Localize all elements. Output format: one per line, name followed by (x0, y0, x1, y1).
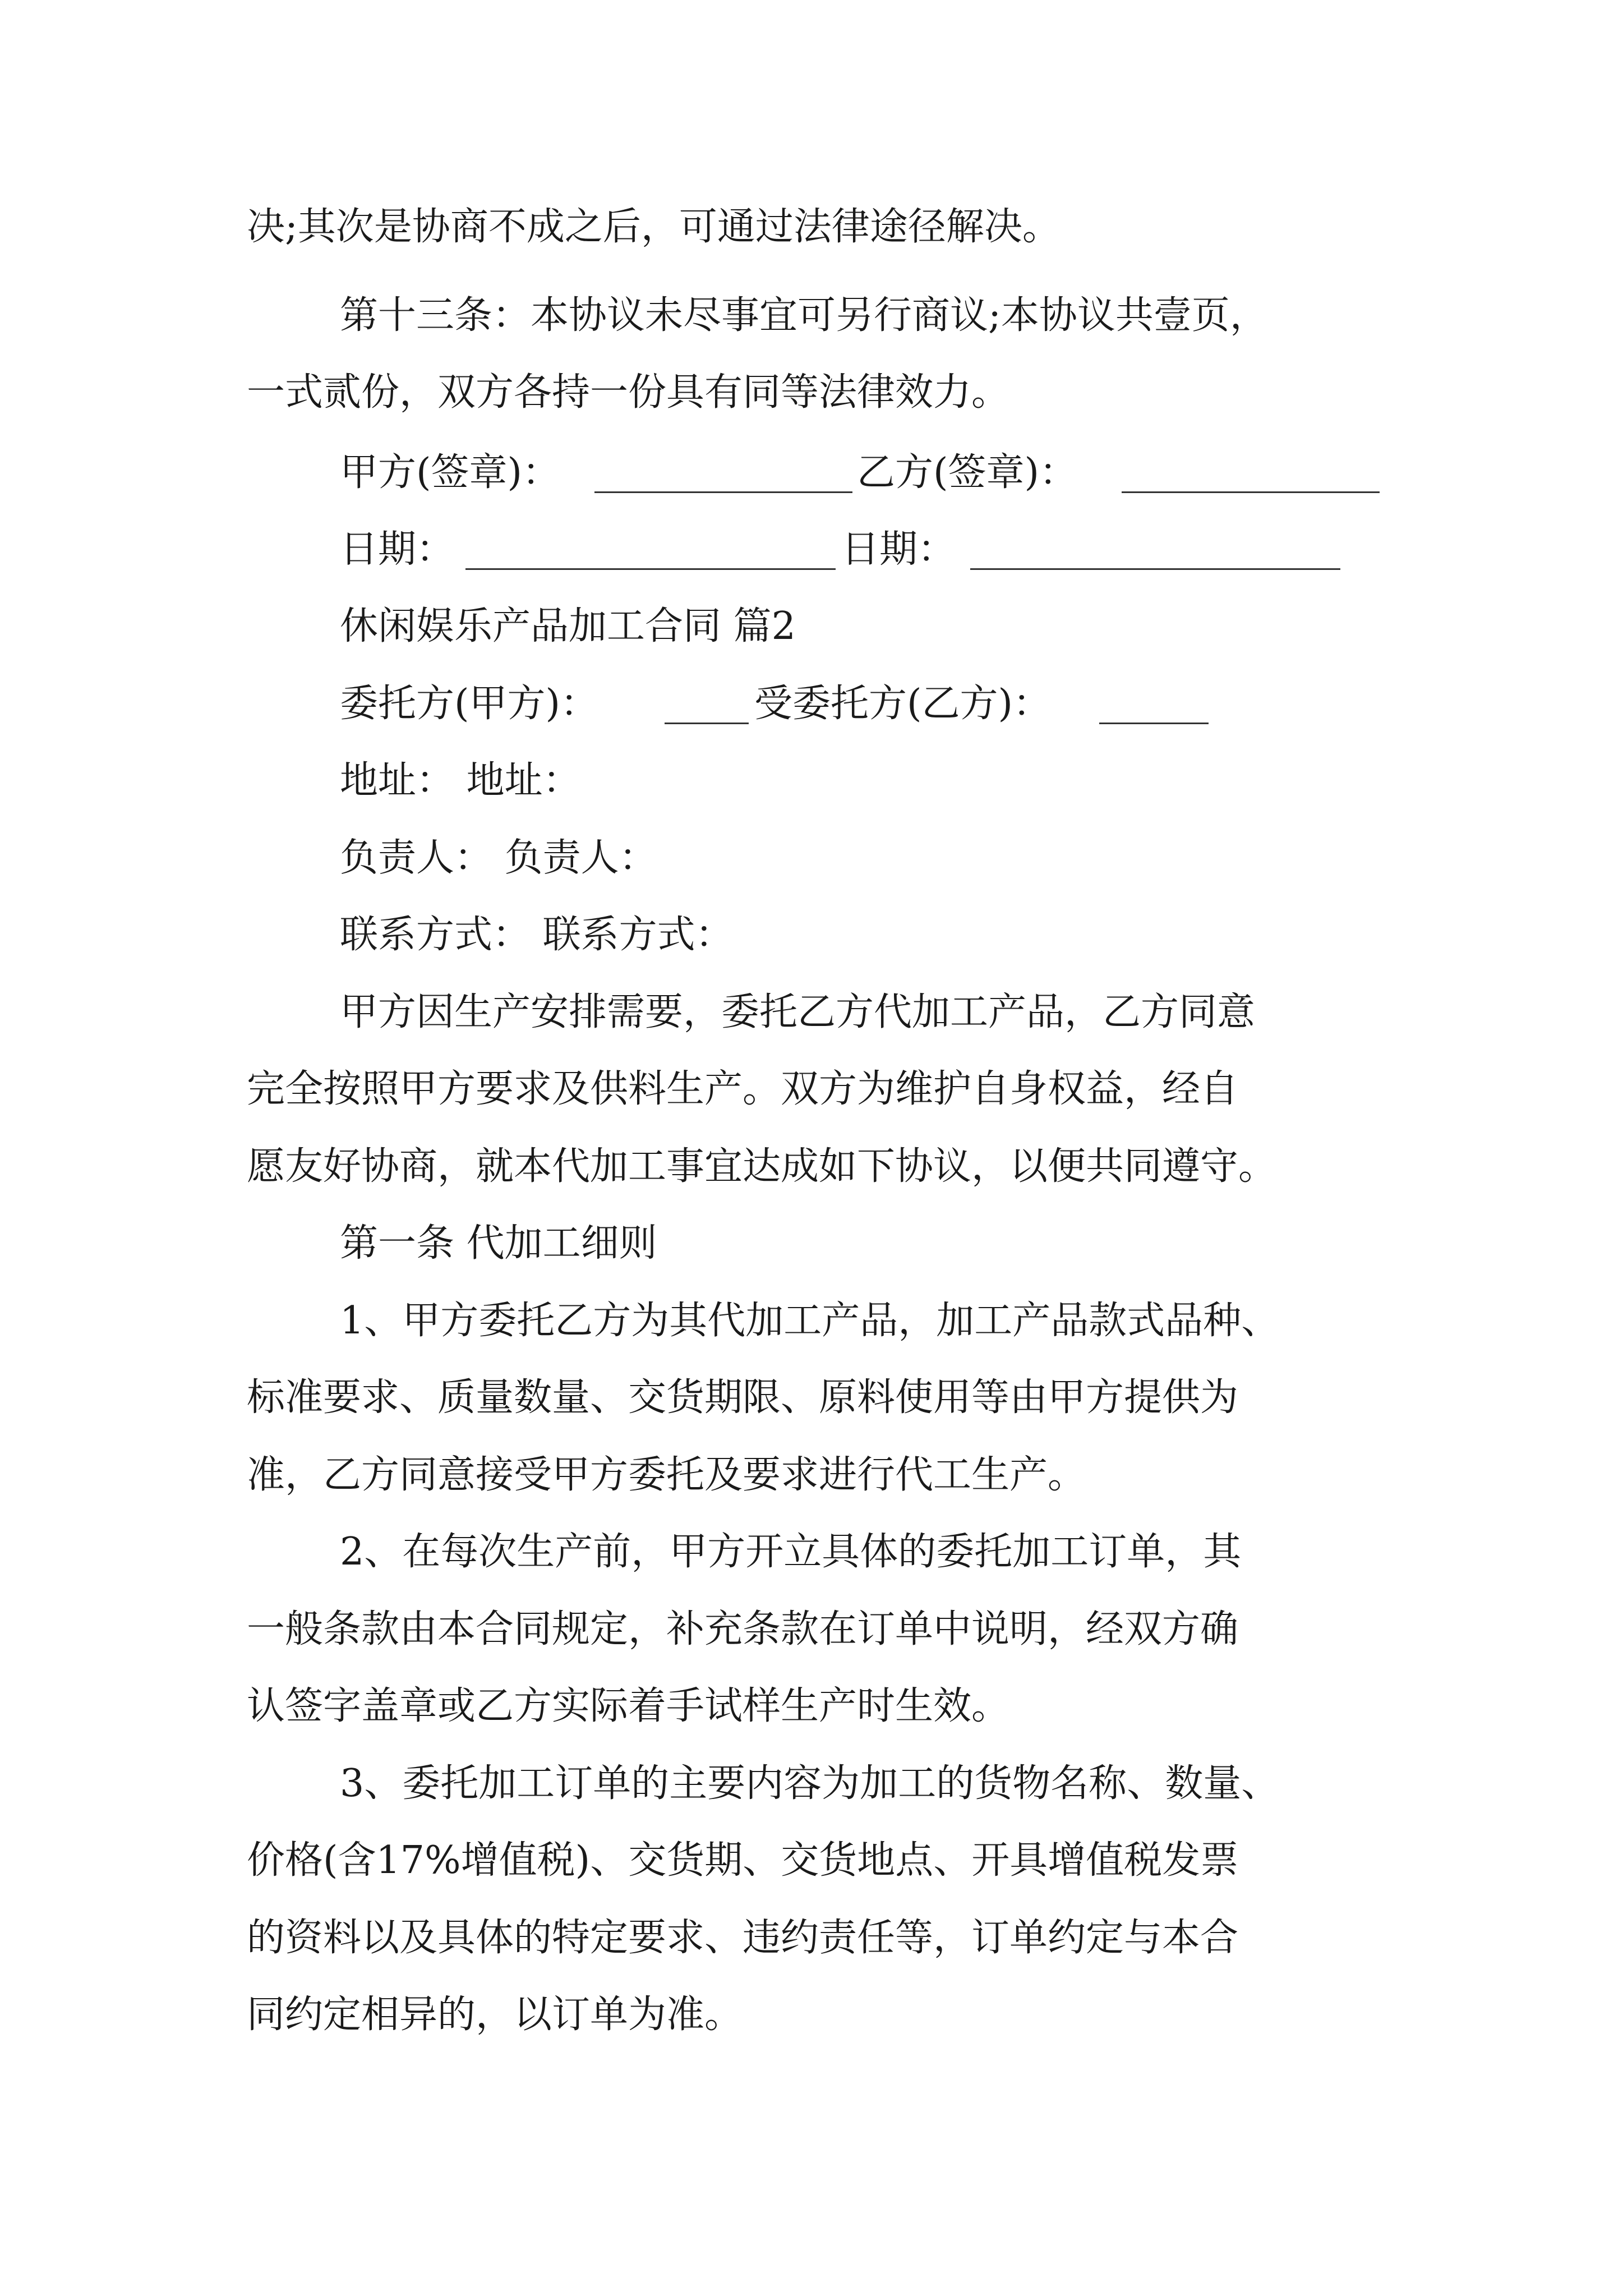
text-line (0, 1984, 1623, 2046)
contractor-label: 受委托方(乙方)： (754, 682, 1052, 726)
text-line (0, 1521, 1623, 1583)
party-a-seal-blank (594, 453, 852, 493)
text-line (0, 285, 1623, 347)
text-span: 一式贰份，双方各持一份具有同等法律效力。 (247, 370, 1010, 415)
text-line (0, 750, 1623, 812)
clause-heading (0, 1213, 1623, 1274)
contractor-blank (1099, 684, 1209, 724)
text-line (0, 362, 1623, 424)
party-a-date-blank (465, 530, 836, 570)
section-title (0, 596, 1623, 657)
client-label: 委托方(甲方)： (340, 682, 599, 726)
text-span: 甲方因生产安排需要，委托乙方代加工产品，乙方同意 (340, 990, 1256, 1034)
date-line (0, 519, 1623, 581)
text-line (0, 904, 1623, 966)
text-span: 1、甲方委托乙方为其代加工产品，加工产品款式品种、 (340, 1299, 1280, 1343)
party-b-seal-blank (1122, 453, 1380, 493)
text-line (0, 1444, 1623, 1506)
text-span: 第十三条：本协议未尽事宜可另行商议;本协议共壹页， (340, 293, 1268, 338)
text-span: 同约定相异的，以订单为准。 (247, 1993, 743, 2037)
party-b-seal-label: 乙方(签章)： (857, 450, 1078, 495)
party-a-date-label: 日期： (340, 527, 455, 572)
text-line (0, 827, 1623, 889)
text-line (0, 1676, 1623, 1737)
text-span: 的资料以及具体的特定要求、违约责任等，订单约定与本合 (247, 1916, 1239, 1960)
text-span: 决;其次是协商不成之后，可通过法律途径解决。 (247, 205, 1061, 249)
party-b-date-blank (970, 530, 1340, 570)
party-b-date-label: 日期： (841, 527, 956, 572)
text-span: 准，乙方同意接受甲方委托及要求进行代工生产。 (247, 1453, 1086, 1497)
text-line (0, 1367, 1623, 1429)
text-line (0, 982, 1623, 1043)
text-span: 第一条 代加工细则 (340, 1221, 657, 1266)
text-line (0, 1136, 1623, 1198)
party-a-seal-label: 甲方(签章)： (340, 450, 561, 495)
text-line (0, 1599, 1623, 1660)
text-span: 价格(含17%增值税)、交货期、交货地点、开具增值税发票 (247, 1838, 1239, 1883)
text-line (0, 1753, 1623, 1815)
text-span: 愿友好协商，就本代加工事宜达成如下协议，以便共同遵守。 (247, 1144, 1277, 1189)
text-span: 完全按照甲方要求及供料生产。双方为维护自身权益，经自 (247, 1067, 1239, 1111)
text-span: 休闲娱乐产品加工合同 篇2 (340, 604, 796, 648)
text-span: 一般条款由本合同规定，补充条款在订单中说明，经双方确 (247, 1607, 1239, 1651)
text-line (0, 1830, 1623, 1892)
text-line (0, 1059, 1623, 1120)
client-blank (665, 684, 749, 724)
text-span: 联系方式： 联系方式： (340, 913, 734, 957)
text-span: 标准要求、质量数量、交货期限、原料使用等由甲方提供为 (247, 1375, 1239, 1420)
text-span: 3、委托加工订单的主要内容为加工的货物名称、数量、 (340, 1761, 1280, 1806)
parties-line (0, 673, 1623, 735)
signature-line (0, 442, 1623, 504)
text-line (0, 1907, 1623, 1969)
text-span: 认签字盖章或乙方实际着手试样生产时生效。 (247, 1684, 1010, 1728)
text-span: 2、在每次生产前，甲方开立具体的委托加工订单，其 (340, 1530, 1242, 1574)
text-line (0, 196, 1623, 258)
text-span: 负责人： 负责人： (340, 836, 657, 880)
text-line (0, 1290, 1623, 1352)
text-span: 地址： 地址： (340, 758, 581, 803)
